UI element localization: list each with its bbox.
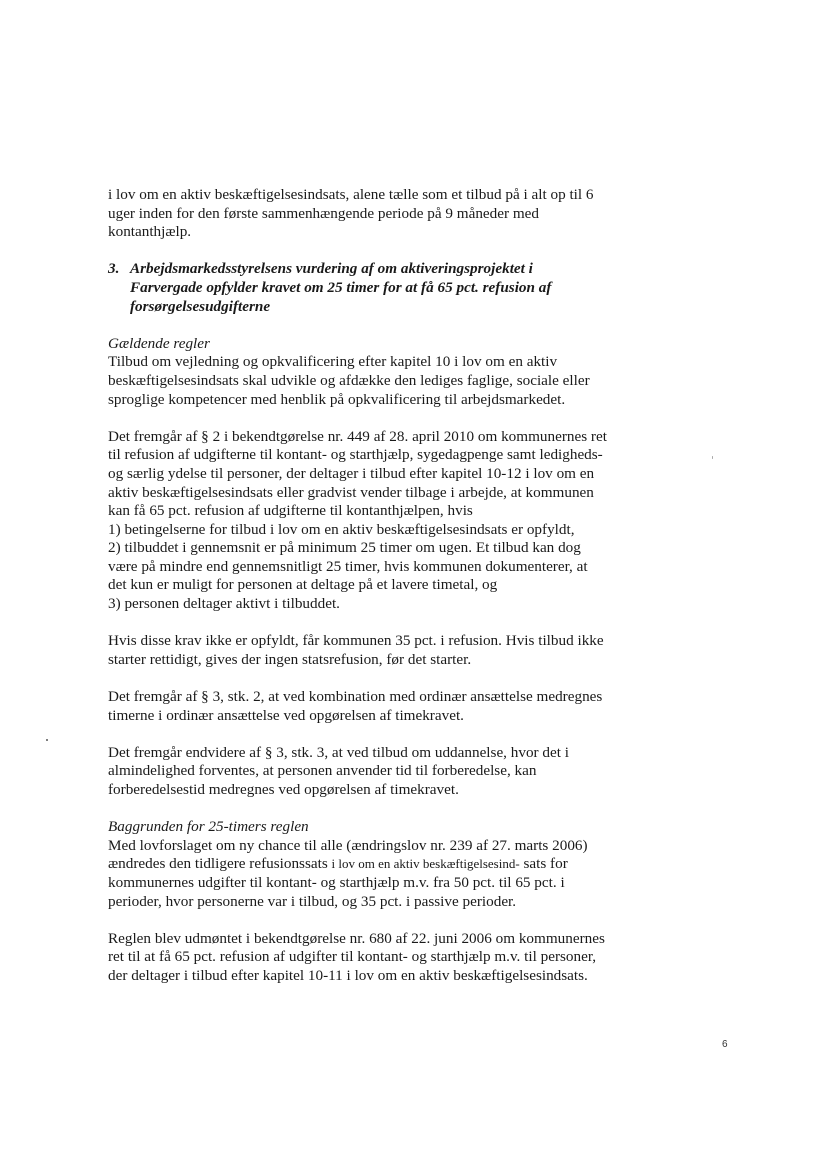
gaeldende-paragraph-3: Hvis disse krav ikke er opfyldt, får kommunen 35 pct. i refusion. Hvis tilbud ikke starter rettidigt, gives der ingen statsrefusion, før det starter. (108, 632, 604, 668)
condition-item-2: 2) tilbuddet i gennemsnit er på minimum 25 timer om ugen. Et tilbud kan dog være på mindre end gennemsnitligt 25 timer, hvis kommunen dokumenterer, at det kun er muligt for personen at deltage på et lavere timetal, og (108, 539, 588, 594)
section-3-heading (108, 260, 608, 316)
baggrund-paragraph-1a: Med lovforslaget om ny chance til alle (ændringslov nr. 239 af 27. marts 2006) ændredes den tidligere refusionssats (108, 836, 588, 873)
gaeldende-regler-block (108, 335, 608, 409)
condition-item-3: 3) personen deltager aktivt i tilbuddet. (108, 595, 340, 613)
page-number: 6 (722, 1039, 728, 1050)
intro-paragraph: i lov om en aktiv beskæftigelsesindsats, alene tælle som et tilbud på i alt op til 6 uger inden for den første sammenhængende periode på 9 måneder med kontanthjælp. (108, 186, 594, 241)
gaeldende-paragraph-2 (108, 428, 608, 614)
section-title: Arbejdsmarkedsstyrelsens vurdering af om aktiveringsprojektet i Farvergade opfylder kravet om 25 timer for at få 65 pct. refusion af forsørgelsesudgifterne (130, 260, 552, 315)
subheading-gaeldende-regler: Gældende regler (108, 334, 210, 352)
baggrund-block (108, 818, 608, 911)
subheading-baggrund: Baggrunden for 25-timers reglen (108, 818, 309, 836)
gaeldende-paragraph-1: Tilbud om vejledning og opkvalificering efter kapitel 10 i lov om en aktiv beskæftigelsesindsats skal udvikle og afdække den lediges faglige, sociale eller sproglige kompetencer med henblik på opkvalificering til arbejdsmarkedet. (108, 353, 590, 408)
gaeldende-paragraph-5: Det fremgår endvidere af § 3, stk. 3, at ved tilbud om uddannelse, hvor det i almindelighed forventes, at personen anvender tid til forberedelse, kan forberedelsestid medregnes ved opgørelsen af timekravet. (108, 743, 569, 798)
document-body (108, 186, 608, 1004)
section-number: 3. (108, 260, 120, 278)
scan-speck (46, 739, 48, 741)
baggrund-paragraph-2: Reglen blev udmøntet i bekendtgørelse nr. 680 af 22. juni 2006 om kommunernes ret til at få 65 pct. refusion af udgifter til kontant- og starthjælp m.v. til personer, der deltager i tilbud efter kapitel 10-11 i lov om en aktiv beskæftigelsesindsats. (108, 929, 605, 984)
baggrund-paragraph-1-small: i lov om en aktiv beskæftigelsesind- (331, 856, 520, 872)
paragraph-2-intro: Det fremgår af § 2 i bekendtgørelse nr. 449 af 28. april 2010 om kommunernes ret til refusion af udgifterne til kontant- og starthjælp, sygedagpenge samt ledigheds- og særlig ydelse til personer, der deltager i tilbud efter kapitel 10-12 i lov om en aktiv beskæftigelsesindsats eller gradvist vender tilbage i arbejde, at kommunen kan få 65 pct. refusion af udgifterne til kontanthjælpen, hvis (108, 427, 607, 520)
condition-item-1: 1) betingelserne for tilbud i lov om en aktiv beskæftigelsesindsats er opfyldt, (108, 520, 575, 538)
baggrund-paragraph-1b: sats for kommunernes udgifter til kontant- og starthjælp m.v. fra 50 pct. til 65 pct. i perioder, hvor personerne var i tilbud, og 35 pct. i passive perioder. (108, 855, 568, 910)
gaeldende-paragraph-4: Det fremgår af § 3, stk. 2, at ved kombination med ordinær ansættelse medregnes timerne i ordinær ansættelse ved opgørelsen af timekravet. (108, 688, 603, 724)
scan-speck (712, 456, 713, 459)
